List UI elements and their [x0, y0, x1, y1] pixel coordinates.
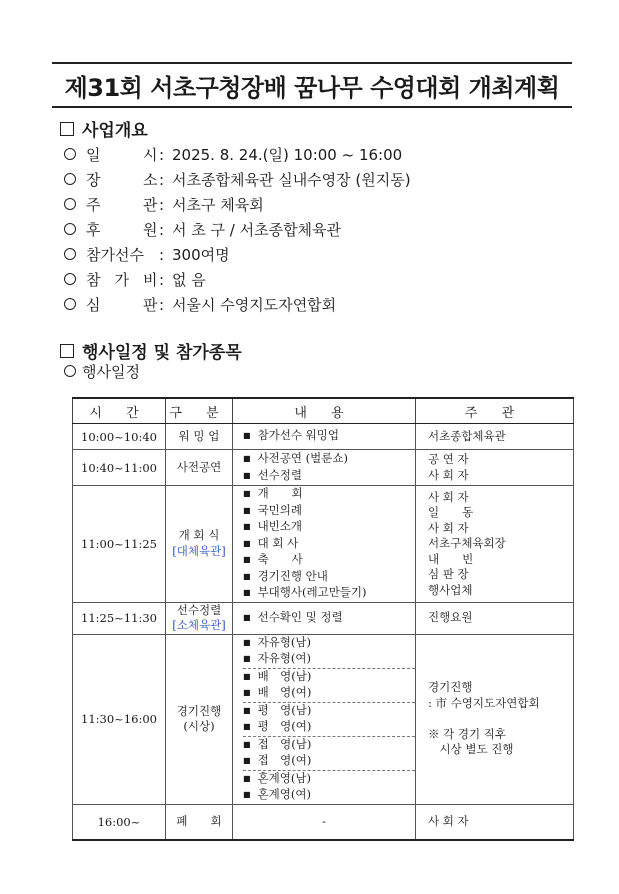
square-bullet-icon: ■ [243, 505, 251, 515]
square-bullet-icon: ■ [243, 790, 251, 799]
table-row [73, 602, 574, 634]
schedule-table [72, 397, 574, 841]
organizer-line: 공 연 자 [428, 452, 469, 466]
organizer-line: ※ 각 경기 직후 [428, 726, 507, 741]
header-organizer: 주 관 [416, 398, 574, 424]
category-cell: 폐 회 [166, 804, 233, 840]
overview-item-value: 2025. 8. 24.(일) 10:00 ~ 16:00 [172, 146, 403, 164]
square-bullet-icon: ■ [243, 489, 251, 498]
organizer-line: 행사업체 [428, 582, 473, 597]
organizer-cell [416, 634, 574, 804]
checkbox-square-icon [60, 344, 74, 358]
square-bullet-icon: ■ [243, 773, 251, 783]
content-cell [233, 804, 416, 840]
content-line: ■ 자유형(남) [243, 634, 311, 649]
content-cell [233, 486, 416, 603]
table-row [73, 450, 574, 486]
square-bullet-icon: ■ [243, 756, 251, 765]
overview-item-value: 서 초 구 / 서초종합체육관 [172, 221, 342, 239]
organizer-line: 서초종합체육관 [428, 428, 506, 443]
content-line: ■ 평 영(여) [243, 719, 415, 737]
circle-bullet-icon [64, 198, 76, 210]
circle-bullet-icon [64, 365, 76, 377]
square-bullet-icon: ■ [243, 612, 251, 622]
category-cell: 선수정렬 [소체육관] [166, 602, 233, 634]
square-bullet-icon: ■ [243, 739, 251, 749]
organizer-line: 심 판 장 [428, 567, 469, 581]
category-note: (시상) [183, 719, 215, 733]
checkbox-square-icon [60, 122, 74, 136]
overview-item: 심 판 : 서울시 수영지도자연합회 [64, 295, 76, 315]
content-line: ■ 개 회 [243, 486, 303, 500]
overview-item: 참 가 비 : 없 음 [64, 270, 76, 290]
page-title: 제31회 서초구청장배 꿈나무 수영대회 개최계획 [64, 74, 560, 102]
square-bullet-icon: ■ [243, 654, 251, 663]
organizer-cell [416, 602, 574, 634]
time-cell: 10:40~11:00 [73, 450, 166, 486]
content-line: ■ 축 사 [243, 552, 303, 566]
organizer-line: 사 회 자 [428, 467, 469, 482]
circle-bullet-icon [64, 223, 76, 235]
table-row [73, 634, 574, 804]
content-line: ■ 혼계영(남) [243, 770, 311, 785]
square-bullet-icon: ■ [243, 454, 251, 463]
overview-item: 일 시 : 2025. 8. 24.(일) 10:00 ~ 16:00 [64, 145, 76, 165]
square-bullet-icon: ■ [243, 571, 251, 581]
square-bullet-icon: ■ [243, 705, 251, 715]
organizer-line: 경기진행 [428, 680, 473, 695]
category-cell: 경기진행 (시상) [166, 634, 233, 804]
content-line: ■ 자유형(여) [243, 651, 415, 669]
section-overview-heading: 사업개요 [60, 116, 148, 141]
content-line: ■ 참가선수 워밍업 [243, 428, 339, 443]
content-line: ■ 혼계영(여) [243, 787, 311, 801]
square-bullet-icon: ■ [243, 431, 251, 441]
organizer-cell [416, 486, 574, 603]
organizer-line: 서초구체육회장 [428, 536, 506, 550]
time-cell: 16:00~ [73, 804, 166, 840]
category-cell: 워 밍 업 [166, 424, 233, 450]
content-line: ■ 국민의례 [243, 502, 302, 517]
square-bullet-icon: ■ [243, 522, 251, 531]
square-bullet-icon: ■ [243, 688, 251, 697]
table-row [73, 804, 574, 840]
header-content: 내 용 [233, 398, 416, 424]
category-cell: 사전공연 [166, 450, 233, 486]
overview-item-value: 서초구 체육회 [172, 196, 264, 214]
category-note: [소체육관] [172, 618, 226, 632]
table-header-row [73, 398, 574, 424]
content-line: - [322, 814, 326, 828]
content-line: ■ 경기진행 안내 [243, 568, 328, 583]
square-bullet-icon: ■ [243, 538, 251, 548]
overview-item: 장 소 : 서초종합체육관 실내수영장 (원지동) [64, 170, 76, 190]
table-row [73, 486, 574, 603]
content-line: ■ 배 영(남) [243, 668, 312, 683]
organizer-cell [416, 424, 574, 450]
time-cell: 11:25~11:30 [73, 602, 166, 634]
header-category: 구 분 [166, 398, 233, 424]
time-cell: 10:00~10:40 [73, 424, 166, 450]
time-cell: 11:00~11:25 [73, 486, 166, 603]
overview-item-value: 서초종합체육관 실내수영장 (원지동) [172, 171, 411, 189]
content-cell [233, 602, 416, 634]
content-cell [233, 450, 416, 486]
organizer-line: 사 회 자 [428, 489, 469, 504]
organizer-line: 일 동 [428, 505, 474, 519]
content-line: ■ 선수확인 및 정렬 [243, 609, 343, 624]
content-line: ■ 평 영(남) [243, 702, 312, 717]
circle-bullet-icon [64, 148, 76, 160]
content-line: ■ 부대행사(레고만들기) [243, 585, 367, 599]
circle-bullet-icon [64, 173, 76, 185]
square-bullet-icon: ■ [243, 671, 251, 681]
overview-item: 후 원 : 서 초 구 / 서초종합체육관 [64, 220, 76, 240]
overview-item-value: 300여명 [172, 246, 230, 264]
square-bullet-icon: ■ [243, 588, 251, 597]
overview-item: 주 관 : 서초구 체육회 [64, 195, 76, 215]
content-line: ■ 접 영(여) [243, 753, 415, 771]
circle-bullet-icon [64, 273, 76, 285]
organizer-line: 사 회 자 [428, 520, 469, 535]
organizer-line: 시상 별도 진행 [428, 742, 514, 757]
content-cell [233, 424, 416, 450]
organizer-line [428, 711, 573, 727]
category-note: [대체육관] [172, 543, 226, 558]
organizer-line: 내 빈 [428, 551, 474, 566]
content-line: ■ 배 영(여) [243, 685, 415, 703]
overview-item-value: 서울시 수영지도자연합회 [172, 296, 337, 314]
overview-item-value: 없 음 [172, 271, 206, 289]
organizer-cell [416, 450, 574, 486]
table-row [73, 424, 574, 450]
category-cell: 개 회 식 [대체육관] [166, 486, 233, 603]
circle-bullet-icon [64, 248, 76, 260]
content-line: ■ 내빈소개 [243, 519, 302, 533]
square-bullet-icon: ■ [243, 555, 251, 564]
content-line: ■ 접 영(남) [243, 736, 312, 751]
content-line: ■ 선수정렬 [243, 467, 302, 482]
square-bullet-icon: ■ [243, 722, 251, 731]
organizer-line: 사 회 자 [428, 814, 469, 828]
organizer-line: : 市 수영지도자연합회 [428, 695, 540, 710]
organizer-line: 진행요원 [428, 610, 473, 625]
title-bar [52, 62, 572, 108]
content-line: ■ 대 회 사 [243, 535, 299, 550]
time-cell: 11:30~16:00 [73, 634, 166, 804]
schedule-subheading: 행사일정 [64, 361, 140, 382]
content-line: ■ 사전공연 (벌룬쇼) [243, 451, 348, 465]
content-cell [233, 634, 416, 804]
section-schedule-heading: 행사일정 및 참가종목 [60, 338, 242, 363]
circle-bullet-icon [64, 298, 76, 310]
header-time: 시 간 [73, 398, 166, 424]
square-bullet-icon: ■ [243, 470, 251, 480]
square-bullet-icon: ■ [243, 637, 251, 647]
organizer-cell [416, 804, 574, 840]
overview-item: 참가선수 : 300여명 [64, 245, 76, 265]
